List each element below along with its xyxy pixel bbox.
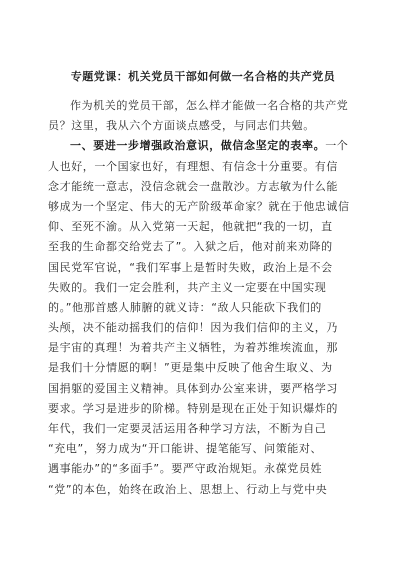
body-line: 人也好，一个国家也好，有理想、有信念十分重要。有信 xyxy=(48,159,338,173)
body-line: “党”的本色，始终在政治上、思想上、行动上与党中央 xyxy=(48,482,328,496)
body-line: 够成为一个坚定、伟大的无产阶级革命家？就在于他忠诚信 xyxy=(48,199,350,213)
body-line: 遇事能办”的“多面手”。要严守政治规矩。永葆党员姓 xyxy=(48,462,323,476)
body-line: 失败的。我们一定会胜利，共产主义一定要在中国实现 xyxy=(48,280,327,294)
body-line: 是我们十分情愿的啊！”更是集中反映了他舍生取义、为 xyxy=(48,361,333,375)
body-line: 是宇宙的真理！为着共产主义牺牲，为着苏维埃流血，那 xyxy=(48,341,338,355)
document-title: 专题党课：机关党员干部如何做一名合格的共产党员 xyxy=(70,70,336,83)
body-line: “充电”，努力成为“开口能讲、提笔能写、问策能对、 xyxy=(48,442,323,456)
body-line: 仰、至死不渝。从入党第一天起，他就把“我的一切，直 xyxy=(48,220,333,234)
body-line: 念才能统一意志，没信念就会一盘散沙。方志敏为什么能 xyxy=(48,179,338,193)
body-line: 的。”他那首感人肺腑的就义诗：“敌人只能砍下我们的 xyxy=(48,300,322,314)
body-line: 要求。学习是进步的阶梯。特别是现在正处于知识爆炸的 xyxy=(48,401,338,415)
section-1-heading-line xyxy=(48,136,358,156)
intro-line-2: 员？这里，我从六个方面谈点感受，与同志们共勉。 xyxy=(48,119,315,133)
body-line: 年代，我们一定要灵活运用各种学习方法，不断为自己 xyxy=(48,422,327,435)
section-1-heading: 一、要进一步增强政治意识，做信念坚定的表率。 xyxy=(70,139,326,153)
body-line: 国民党军官说，“我们军事上是暂时失败，政治上是不会 xyxy=(48,260,333,274)
body-line: 国捐躯的爱国主义精神。具体到办公室来讲，要严格学习 xyxy=(48,381,338,395)
body-line: 头颅，决不能动摇我们的信仰！因为我们信仰的主义，乃 xyxy=(48,321,338,335)
intro-line-1: 作为机关的党员干部，怎么样才能做一名合格的共产党 xyxy=(70,99,349,112)
section-1-heading-tail: 一个 xyxy=(325,139,349,153)
body-line: 至我的生命都交给党去了”。入狱之后，他对前来劝降的 xyxy=(48,240,333,254)
